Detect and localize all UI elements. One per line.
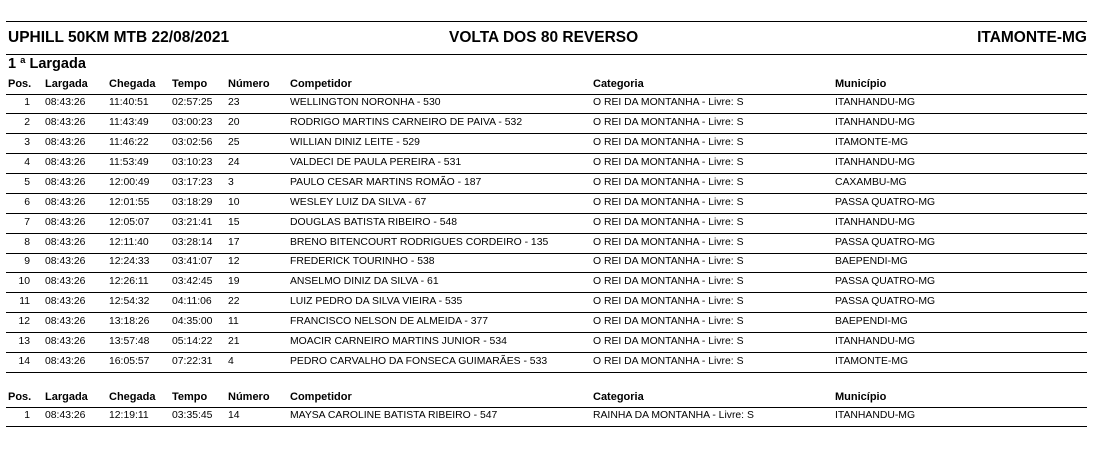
cell-pos: 13	[18, 336, 30, 348]
cell-tempo: 07:22:31	[172, 356, 213, 368]
cell-pos: 4	[24, 156, 30, 168]
event-title: UPHILL 50KM MTB 22/08/2021	[8, 29, 230, 46]
cell-tempo: 05:14:22	[172, 336, 213, 348]
cell-categoria: O REI DA MONTANHA - Livre: S	[593, 176, 744, 188]
col-largada-header: Largada	[45, 391, 88, 403]
cell-pos: 10	[18, 276, 30, 288]
cell-municipio: ITANHANDU-MG	[835, 97, 916, 108]
cell-municipio: BAEPENDI-MG	[835, 256, 908, 268]
col-tempo-header: Tempo	[172, 78, 208, 90]
cell-chegada: 12:26:11	[109, 276, 149, 288]
cell-tempo: 04:11:06	[172, 296, 212, 308]
cell-largada: 08:43:26	[45, 196, 86, 208]
cell-tempo: 03:10:23	[172, 156, 213, 168]
cell-tempo: 02:57:25	[172, 97, 213, 108]
cell-numero: 10	[228, 196, 240, 208]
cell-categoria: O REI DA MONTANHA - Livre: S	[593, 116, 744, 128]
col-categoria-header: Categoria	[593, 78, 644, 90]
cell-numero: 25	[228, 136, 240, 148]
cell-tempo: 03:02:56	[172, 136, 213, 148]
cell-municipio: ITANHANDU-MG	[835, 410, 916, 421]
cell-municipio: PASSA QUATRO-MG	[835, 296, 936, 308]
col-largada-header: Largada	[45, 78, 88, 90]
cell-largada: 08:43:26	[45, 276, 86, 288]
row-rule	[6, 233, 1087, 234]
cell-categoria: O REI DA MONTANHA - Livre: S	[593, 276, 744, 288]
cell-chegada: 11:46:22	[109, 136, 149, 148]
cell-municipio: CAXAMBU-MG	[835, 176, 907, 188]
cell-competidor: PEDRO CARVALHO DA FONSECA GUIMARÃES - 533	[290, 356, 548, 368]
row-rule	[6, 426, 1087, 427]
cell-municipio: ITANHANDU-MG	[835, 336, 916, 348]
cell-competidor: VALDECI DE PAULA PEREIRA - 531	[290, 156, 462, 168]
cell-competidor: MAYSA CAROLINE BATISTA RIBEIRO - 547	[290, 410, 498, 421]
cell-numero: 3	[228, 176, 234, 188]
cell-chegada: 12:54:32	[109, 296, 150, 308]
cell-competidor: PAULO CESAR MARTINS ROMÃO - 187	[290, 176, 482, 188]
cell-numero: 4	[228, 356, 234, 368]
cell-numero: 15	[228, 216, 240, 228]
cell-competidor: DOUGLAS BATISTA RIBEIRO - 548	[290, 216, 458, 228]
cell-municipio: ITANHANDU-MG	[835, 116, 916, 128]
cell-categoria: O REI DA MONTANHA - Livre: S	[593, 296, 744, 308]
cell-numero: 23	[228, 97, 240, 108]
row-rule	[6, 193, 1087, 194]
cell-largada: 08:43:26	[45, 410, 86, 421]
cell-competidor: WILLIAN DINIZ LEITE - 529	[290, 136, 420, 148]
cell-competidor: ANSELMO DINIZ DA SILVA - 61	[290, 276, 439, 288]
cell-tempo: 03:18:29	[172, 196, 213, 208]
cell-tempo: 03:28:14	[172, 236, 213, 248]
cell-largada: 08:43:26	[45, 176, 86, 188]
cell-chegada: 12:11:40	[109, 236, 149, 248]
row-rule	[6, 133, 1087, 134]
cell-municipio: ITAMONTE-MG	[835, 356, 909, 368]
cell-numero: 19	[228, 276, 240, 288]
cell-categoria: O REI DA MONTANHA - Livre: S	[593, 196, 744, 208]
cell-largada: 08:43:26	[45, 256, 86, 268]
cell-numero: 14	[228, 410, 240, 421]
cell-categoria: O REI DA MONTANHA - Livre: S	[593, 216, 744, 228]
cell-municipio: ITAMONTE-MG	[835, 136, 909, 148]
row-rule	[6, 173, 1087, 174]
row-rule	[6, 332, 1087, 333]
cell-categoria: RAINHA DA MONTANHA - Livre: S	[593, 410, 754, 421]
cell-tempo: 04:35:00	[172, 316, 213, 328]
header-rule	[6, 94, 1087, 95]
cell-municipio: ITANHANDU-MG	[835, 156, 916, 168]
cell-competidor: RODRIGO MARTINS CARNEIRO DE PAIVA - 532	[290, 116, 523, 128]
cell-numero: 22	[228, 296, 240, 308]
row-rule	[6, 312, 1087, 313]
top-rule	[6, 21, 1087, 22]
col-pos-header: Pos.	[8, 78, 32, 90]
cell-chegada: 11:53:49	[109, 156, 149, 168]
cell-largada: 08:43:26	[45, 356, 86, 368]
col-categoria-header: Categoria	[593, 391, 644, 403]
cell-competidor: WELLINGTON NORONHA - 530	[290, 97, 441, 108]
cell-pos: 5	[24, 176, 30, 188]
col-numero-header: Número	[228, 391, 270, 403]
col-chegada-header: Chegada	[109, 391, 156, 403]
cell-largada: 08:43:26	[45, 136, 86, 148]
cell-tempo: 03:41:07	[172, 256, 213, 268]
cell-pos: 6	[24, 196, 30, 208]
cell-competidor: MOACIR CARNEIRO MARTINS JUNIOR - 534	[290, 336, 507, 348]
cell-pos: 14	[18, 356, 30, 368]
cell-pos: 9	[24, 256, 30, 268]
row-rule	[6, 153, 1087, 154]
cell-chegada: 11:40:51	[109, 97, 149, 108]
col-competidor-header: Competidor	[290, 78, 352, 90]
cell-pos: 1	[24, 97, 30, 108]
cell-tempo: 03:17:23	[172, 176, 213, 188]
cell-categoria: O REI DA MONTANHA - Livre: S	[593, 336, 744, 348]
row-rule	[6, 213, 1087, 214]
cell-pos: 3	[24, 136, 30, 148]
cell-pos: 12	[18, 316, 30, 328]
cell-pos: 2	[24, 116, 30, 128]
cell-tempo: 03:35:45	[172, 410, 213, 421]
cell-competidor: WESLEY LUIZ DA SILVA - 67	[290, 196, 427, 208]
cell-pos: 1	[24, 410, 30, 421]
header-rule	[6, 407, 1087, 408]
cell-categoria: O REI DA MONTANHA - Livre: S	[593, 136, 744, 148]
cell-chegada: 13:57:48	[109, 336, 150, 348]
cell-categoria: O REI DA MONTANHA - Livre: S	[593, 97, 744, 108]
row-rule	[6, 352, 1087, 353]
cell-chegada: 13:18:26	[109, 316, 150, 328]
cell-municipio: ITANHANDU-MG	[835, 216, 916, 228]
cell-categoria: O REI DA MONTANHA - Livre: S	[593, 256, 744, 268]
cell-categoria: O REI DA MONTANHA - Livre: S	[593, 236, 744, 248]
cell-numero: 17	[228, 236, 240, 248]
cell-largada: 08:43:26	[45, 336, 86, 348]
cell-tempo: 03:21:41	[172, 216, 213, 228]
cell-numero: 20	[228, 116, 240, 128]
cell-largada: 08:43:26	[45, 216, 86, 228]
cell-largada: 08:43:26	[45, 296, 86, 308]
col-competidor-header: Competidor	[290, 391, 352, 403]
title-rule	[6, 54, 1087, 55]
cell-numero: 24	[228, 156, 240, 168]
col-tempo-header: Tempo	[172, 391, 208, 403]
cell-categoria: O REI DA MONTANHA - Livre: S	[593, 156, 744, 168]
cell-chegada: 12:01:55	[109, 196, 150, 208]
city-title: ITAMONTE-MG	[977, 29, 1087, 46]
cell-tempo: 03:00:23	[172, 116, 213, 128]
section-title: 1 ª Largada	[8, 56, 86, 72]
cell-chegada: 12:19:11	[109, 410, 149, 421]
cell-tempo: 03:42:45	[172, 276, 213, 288]
col-numero-header: Número	[228, 78, 270, 90]
cell-categoria: O REI DA MONTANHA - Livre: S	[593, 316, 744, 328]
cell-numero: 21	[228, 336, 240, 348]
cell-municipio: BAEPENDI-MG	[835, 316, 908, 328]
cell-competidor: LUIZ PEDRO DA SILVA VIEIRA - 535	[290, 296, 463, 308]
col-municipio-header: Município	[835, 391, 887, 403]
col-chegada-header: Chegada	[109, 78, 156, 90]
row-rule	[6, 253, 1087, 254]
cell-chegada: 12:24:33	[109, 256, 150, 268]
cell-largada: 08:43:26	[45, 156, 86, 168]
row-rule	[6, 292, 1087, 293]
cell-chegada: 11:43:49	[109, 116, 149, 128]
cell-municipio: PASSA QUATRO-MG	[835, 276, 936, 288]
cell-competidor: BRENO BITENCOURT RODRIGUES CORDEIRO - 135	[290, 236, 549, 248]
cell-municipio: PASSA QUATRO-MG	[835, 236, 936, 248]
cell-pos: 8	[24, 236, 30, 248]
route-title: VOLTA DOS 80 REVERSO	[449, 29, 639, 46]
col-municipio-header: Município	[835, 78, 887, 90]
cell-largada: 08:43:26	[45, 116, 86, 128]
row-rule	[6, 372, 1087, 373]
cell-largada: 08:43:26	[45, 97, 86, 108]
cell-numero: 12	[228, 256, 240, 268]
row-rule	[6, 113, 1087, 114]
cell-pos: 7	[24, 216, 30, 228]
cell-chegada: 16:05:57	[109, 356, 150, 368]
cell-largada: 08:43:26	[45, 236, 86, 248]
cell-competidor: FREDERICK TOURINHO - 538	[290, 256, 435, 268]
cell-numero: 11	[228, 316, 239, 328]
cell-largada: 08:43:26	[45, 316, 86, 328]
cell-municipio: PASSA QUATRO-MG	[835, 196, 936, 208]
col-pos-header: Pos.	[8, 391, 32, 403]
cell-chegada: 12:05:07	[109, 216, 150, 228]
cell-competidor: FRANCISCO NELSON DE ALMEIDA - 377	[290, 316, 489, 328]
row-rule	[6, 272, 1087, 273]
cell-chegada: 12:00:49	[109, 176, 150, 188]
cell-categoria: O REI DA MONTANHA - Livre: S	[593, 356, 744, 368]
cell-pos: 11	[19, 296, 30, 308]
